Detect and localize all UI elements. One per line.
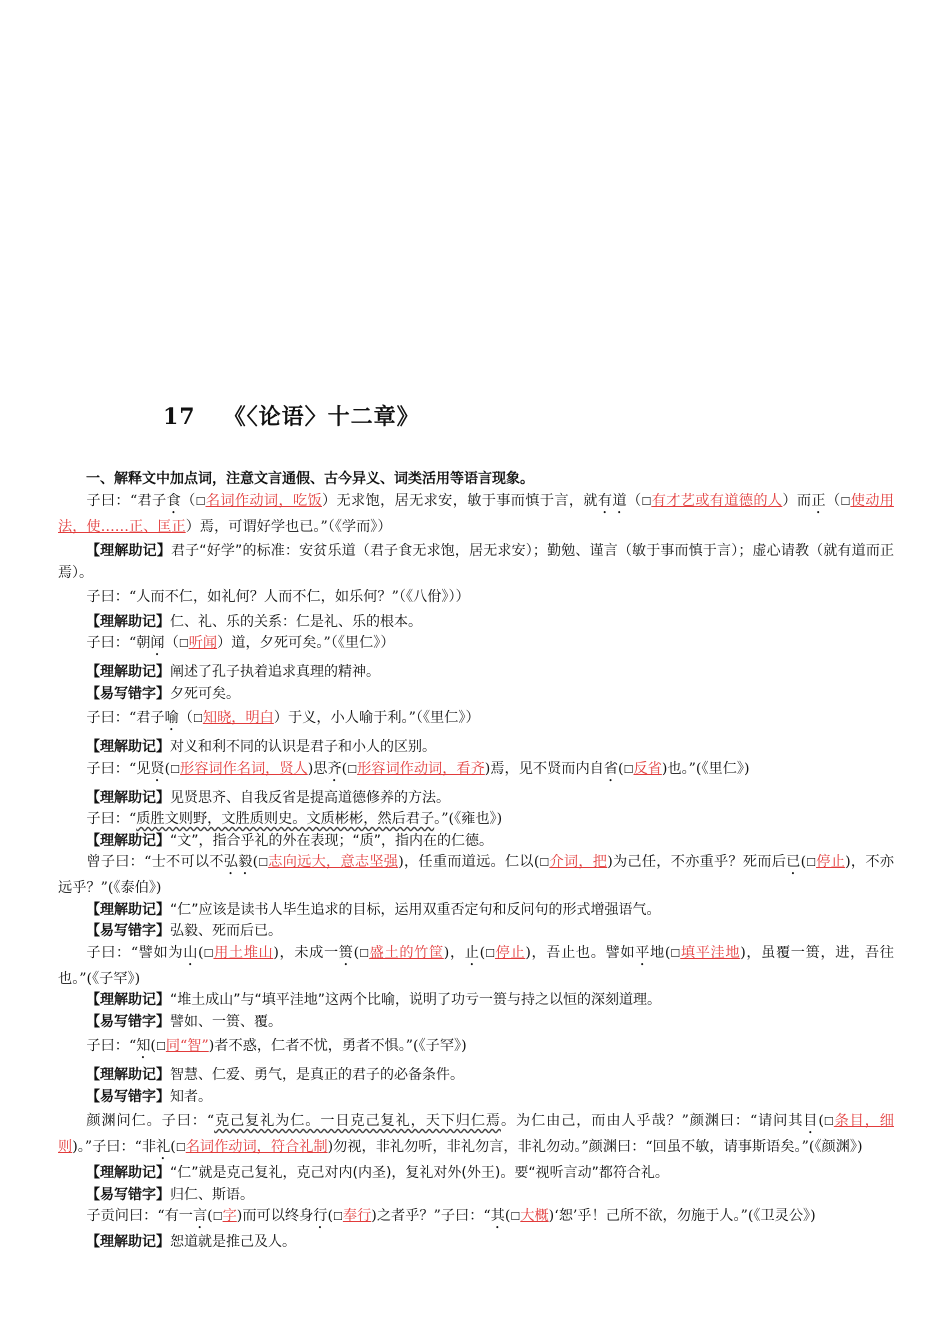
checkbox-icon: ☐ (670, 946, 681, 960)
note-tag: 【理解助记】 (86, 789, 170, 806)
checkbox-icon: ☐ (623, 762, 634, 776)
section-heading: 一、解释文中加点词，注意文言通假、古今异义、词类活用等语言现象。 (86, 471, 534, 487)
note-11: 【理解助记】恕道就是推己及人。 (86, 1234, 296, 1250)
checkbox-icon: ☐ (806, 856, 817, 869)
dotted-word: 止 (464, 944, 480, 961)
dotted-word: 行 (313, 1208, 328, 1224)
dotted-word: 食 (166, 492, 182, 509)
chapter-1: 子曰：“君子食（☐名词作动词，吃饭）无求饱，居无求安，敏于事而慎于言，就有道（☐有才艺或有道德的人）而正（☐使动用法，使……正、匡正）焉，可谓好学也已。”（《学而》） (58, 492, 894, 535)
dotted-word: 其 (490, 1208, 505, 1224)
answer: 盛土的竹筐 (369, 944, 444, 961)
dotted-word: 平 (635, 944, 651, 961)
chapter-6: 子曰：“质胜文则野，文胜质则史。文质彬彬，然后君子。”(《雍也》) (86, 811, 503, 827)
answer: 志向远大，意志坚强 (268, 854, 399, 870)
dotted-word: 弘毅 (223, 854, 253, 870)
chapter-8: 子曰：“譬如为山(☐用土堆山)，未成一篑(☐盛土的竹筐)，止(☐停止)，吾止也。譬如平地(☐填平洼地)，虽覆一篑，进，吾往也。”(《子罕》) (58, 944, 894, 987)
checkbox-icon: ☐ (193, 712, 203, 725)
note-tag: 【理解助记】 (86, 739, 170, 755)
answer: 形容词作名词，贤人 (180, 760, 308, 777)
dotted-word: 篑 (338, 944, 354, 961)
answer: 条目，细则 (58, 1113, 894, 1155)
dotted-word: 知 (136, 1038, 151, 1054)
typo-9: 【易写错字】知者。 (86, 1088, 212, 1105)
chapter-2: 子曰：“人而不仁，如礼何？人而不仁，如乐何？”（《八佾》）） (86, 589, 470, 605)
checkbox-icon: ☐ (178, 637, 189, 650)
checkbox-icon: ☐ (203, 946, 214, 960)
answer: 知晓，明白 (202, 710, 274, 726)
answer: 有才艺或有道德的人 (651, 492, 783, 509)
chapter-3: 子曰：“朝闻（☐听闻）道，夕死可矣。”（《里仁》） (86, 635, 395, 651)
answer: 名词作动词，吃饭 (205, 492, 323, 509)
note-5: 【理解助记】见贤思齐、自我反省是提高道德修养的方法。 (86, 789, 450, 806)
note-4: 【理解助记】对义和利不同的认识是君子和小人的区别。 (86, 739, 436, 755)
typo-tag: 【易写错字】 (86, 685, 170, 702)
checkbox-icon: ☐ (212, 1210, 223, 1223)
answer: 介词，把 (549, 854, 608, 870)
dotted-word: 省 (603, 760, 619, 777)
note-tag: 【理解助记】 (86, 664, 170, 680)
checkbox-icon: ☐ (175, 1141, 186, 1154)
chapter-4: 子曰：“君子喻（☐知晓，明白）于义，小人喻于利。”（《里仁》） (86, 710, 480, 726)
typo-8: 【易写错字】譬如、一篑、覆。 (86, 1013, 282, 1030)
checkbox-icon: ☐ (510, 1210, 521, 1223)
dotted-word: 有道 (597, 492, 627, 509)
checkbox-icon: ☐ (840, 494, 851, 508)
note-8: 【理解助记】“堆土成山”与“填平洼地”这两个比喻，说明了功亏一篑与持之以恒的深刻道理。 (86, 992, 662, 1008)
chapter-number: 17 (163, 404, 196, 430)
wavy-underline-text: 质胜文则野，文胜质则史。文质彬彬，然后君子 (136, 811, 435, 827)
checkbox-icon: ☐ (823, 1115, 834, 1128)
dotted-word: 山 (183, 944, 199, 961)
answer: 使动用法，使……正、匡正 (58, 492, 894, 535)
note-3: 【理解助记】阐述了孔子执着追求真理的精神。 (86, 664, 380, 680)
note-tag: 【理解助记】 (86, 901, 170, 918)
answer: 同“智” (165, 1038, 209, 1054)
answer: 反省 (633, 760, 662, 777)
chapter-11: 子贡问曰：“有一言(☐字)而可以终身行(☐奉行)之者乎？”子曰：“其(☐大概)‘恕’乎！己所不欲，勿施于人。”(《卫灵公》) (86, 1208, 816, 1224)
chapter-5: 子曰：“见贤(☐形容词作名词，贤人)思齐(☐形容词作动词，看齐)焉，见不贤而内自省(☐反省)也。”(《里仁》) (86, 760, 750, 777)
chapter-9: 子曰：“知(☐同“智”)者不惑，仁者不忧，勇者不惧。”(《子罕》) (86, 1038, 467, 1054)
dotted-word: 目 (803, 1113, 819, 1129)
checkbox-icon: ☐ (333, 1210, 343, 1223)
answer: 填平洼地 (680, 944, 741, 961)
answer: 用土堆山 (213, 944, 274, 961)
answer: 形容词作动词，看齐 (357, 760, 485, 777)
checkbox-icon: ☐ (485, 946, 496, 960)
dotted-word: 喻 (164, 710, 179, 726)
dotted-word: 闻 (150, 635, 165, 651)
typo-3: 【易写错字】夕死可矣。 (86, 685, 240, 702)
note-tag: 【理解助记】 (86, 1234, 170, 1250)
dotted-word: 言 (192, 1208, 208, 1224)
note-tag: 【理解助记】 (86, 543, 171, 559)
note-tag: 【理解助记】 (86, 992, 170, 1008)
answer: 字 (222, 1208, 237, 1224)
checkbox-icon: ☐ (170, 762, 181, 776)
note-tag: 【理解助记】 (86, 1067, 170, 1083)
typo-tag: 【易写错字】 (86, 923, 170, 939)
note-2: 【理解助记】仁、礼、乐的关系：仁是礼、乐的根本。 (86, 613, 422, 630)
note-9: 【理解助记】智慧、仁爱、勇气，是真正的君子的必备条件。 (86, 1067, 464, 1083)
dotted-word: 已 (786, 854, 801, 870)
page-title (163, 400, 420, 431)
note-6: 【理解助记】“文”，指合乎礼的外在表现；“质”，指内在的仁德。 (86, 832, 494, 849)
dotted-word: 贤 (150, 760, 165, 777)
note-tag: 【理解助记】 (86, 1165, 170, 1181)
answer: 名词作动词，符合礼制 (185, 1139, 328, 1155)
note-10: 【理解助记】“仁”就是克己复礼，克己对内(内圣)，复礼对外(外王)。要“视听言动”都符合礼。 (86, 1165, 669, 1181)
note-1: 【理解助记】君子“好学”的标准：安贫乐道（君子食无求饱，居无求安）；勤勉、谨言（敏于事而慎于言）；虚心请教（就有道而正焉）。 (58, 543, 894, 581)
checkbox-icon: ☐ (258, 856, 269, 869)
checkbox-icon: ☐ (641, 494, 652, 508)
dotted-word: 齐 (327, 760, 342, 777)
note-7: 【理解助记】“仁”应该是读书人毕生追求的目标，运用双重否定句和反问句的形式增强语气。 (86, 901, 661, 918)
typo-7: 【易写错字】弘毅、死而后已。 (86, 923, 282, 939)
checkbox-icon: ☐ (359, 946, 370, 960)
answer: 奉行 (342, 1208, 372, 1224)
typo-10: 【易写错字】归仁、斯语。 (86, 1186, 254, 1203)
answer: 停止 (816, 854, 846, 870)
checkbox-icon: ☐ (195, 494, 206, 508)
chapter-title: 《〈论语〉十二章》 (223, 404, 420, 430)
dotted-word: 正 (811, 492, 826, 509)
chapter-7: 曾子曰：“士不可以不弘毅(☐志向远大，意志坚强)，任重而道远。仁以(☐介词，把)为己任，不亦重乎？死而后已(☐停止)，不亦远乎？”(《泰伯》) (58, 854, 894, 896)
checkbox-icon: ☐ (155, 1040, 166, 1053)
note-tag: 【理解助记】 (86, 832, 170, 849)
typo-tag: 【易写错字】 (86, 1013, 170, 1030)
main-content (58, 469, 894, 1254)
dotted-word: 礼 (156, 1139, 171, 1155)
answer: 听闻 (188, 635, 218, 651)
typo-tag: 【易写错字】 (86, 1186, 170, 1203)
answer: 大概 (520, 1208, 549, 1224)
checkbox-icon: ☐ (347, 762, 358, 776)
wavy-underline-text: 克己复礼为仁。一日克己复礼，天下归仁焉 (214, 1113, 501, 1129)
note-tag: 【理解助记】 (86, 613, 170, 630)
typo-tag: 【易写错字】 (86, 1088, 170, 1105)
answer: 停止 (495, 944, 526, 961)
chapter-10: 颜渊问仁。子曰：“克己复礼为仁。一日克己复礼，天下归仁焉。为仁由己，而由人乎哉？”颜渊曰：“请问其目(☐条目，细则)。”子曰：“非礼(☐名词作动词，符合礼制)勿视，非礼勿听，非礼勿言，非礼勿动。”颜渊曰：“回虽不敏，请事斯语矣。”(《颜渊》) (58, 1113, 894, 1155)
checkbox-icon: ☐ (539, 856, 550, 869)
